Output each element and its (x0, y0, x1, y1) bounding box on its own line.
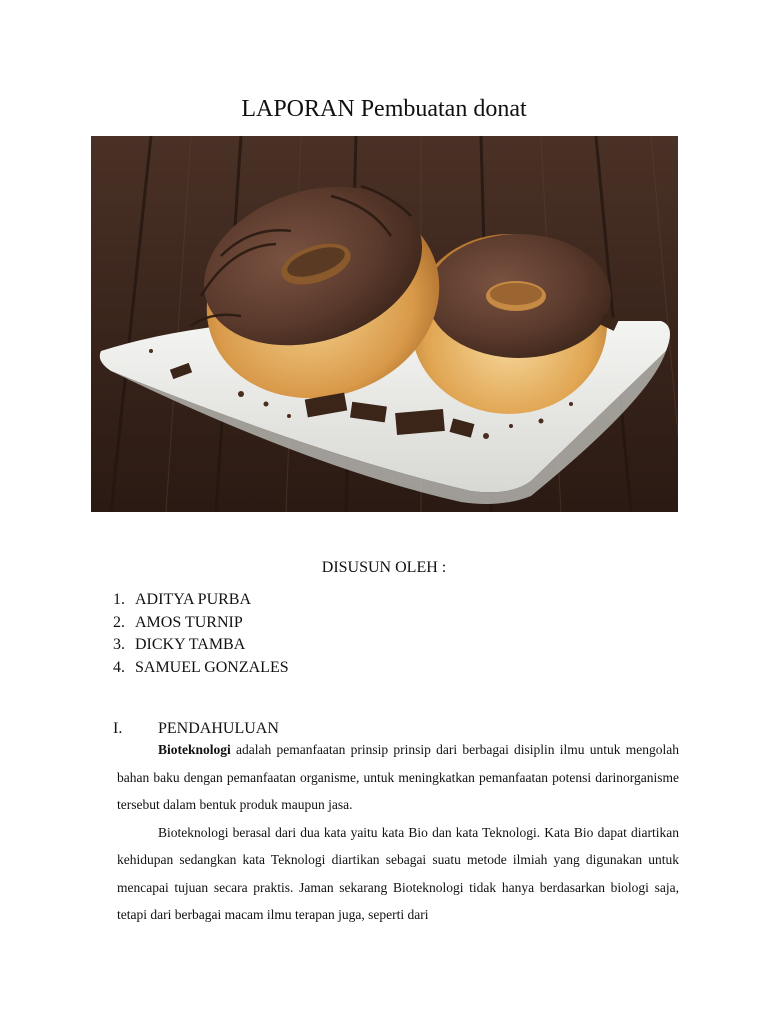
author-list (113, 589, 289, 679)
author-name: SAMUEL GONZALES (135, 658, 289, 676)
list-number: 3. (113, 636, 125, 653)
donut-photo (91, 136, 678, 512)
author-name: ADITYA PURBA (135, 591, 252, 608)
list-item (113, 634, 289, 657)
body-text (117, 736, 679, 929)
donut-illustration (91, 136, 678, 512)
list-item (113, 612, 289, 635)
author-name: AMOS TURNIP (135, 613, 243, 631)
paragraph-text: adalah pemanfaatan prinsip prinsip dari berbagai disiplin ilmu untuk mengolah bahan baku dengan pemanfaatan organisme, untuk meningkatkan pemanfaatan potensi darinorganisme tersebut dalam bentuk produk maupun jasa. (117, 742, 679, 812)
section-title: PENDAHULUAN (158, 720, 279, 737)
author-name: DICKY TAMBA (135, 636, 246, 653)
list-number: 1. (113, 591, 125, 608)
bold-term: Bioteknologi (158, 742, 231, 757)
list-number: 2. (113, 613, 125, 631)
document-title: LAPORAN Pembuatan donat (241, 96, 527, 122)
list-item (113, 657, 289, 680)
list-number: 4. (113, 658, 125, 676)
section-number: I. (113, 720, 123, 737)
paragraph: Bioteknologi berasal dari dua kata yaitu kata Bio dan kata Teknologi. Kata Bio dapat diartikan kehidupan sedangkan kata Teknologi diartikan sebagai suatu metode ilmiah yang digunakan untuk mencapai tujuan secara praktis. Jaman sekarang Bioteknologi tidak hanya berdasarkan biologi saja, tetapi dari berbagai macam ilmu terapan juga, seperti dari (117, 824, 679, 922)
list-item (113, 589, 289, 612)
paragraph (117, 736, 679, 819)
author-byline: DISUSUN OLEH : (321, 559, 447, 576)
